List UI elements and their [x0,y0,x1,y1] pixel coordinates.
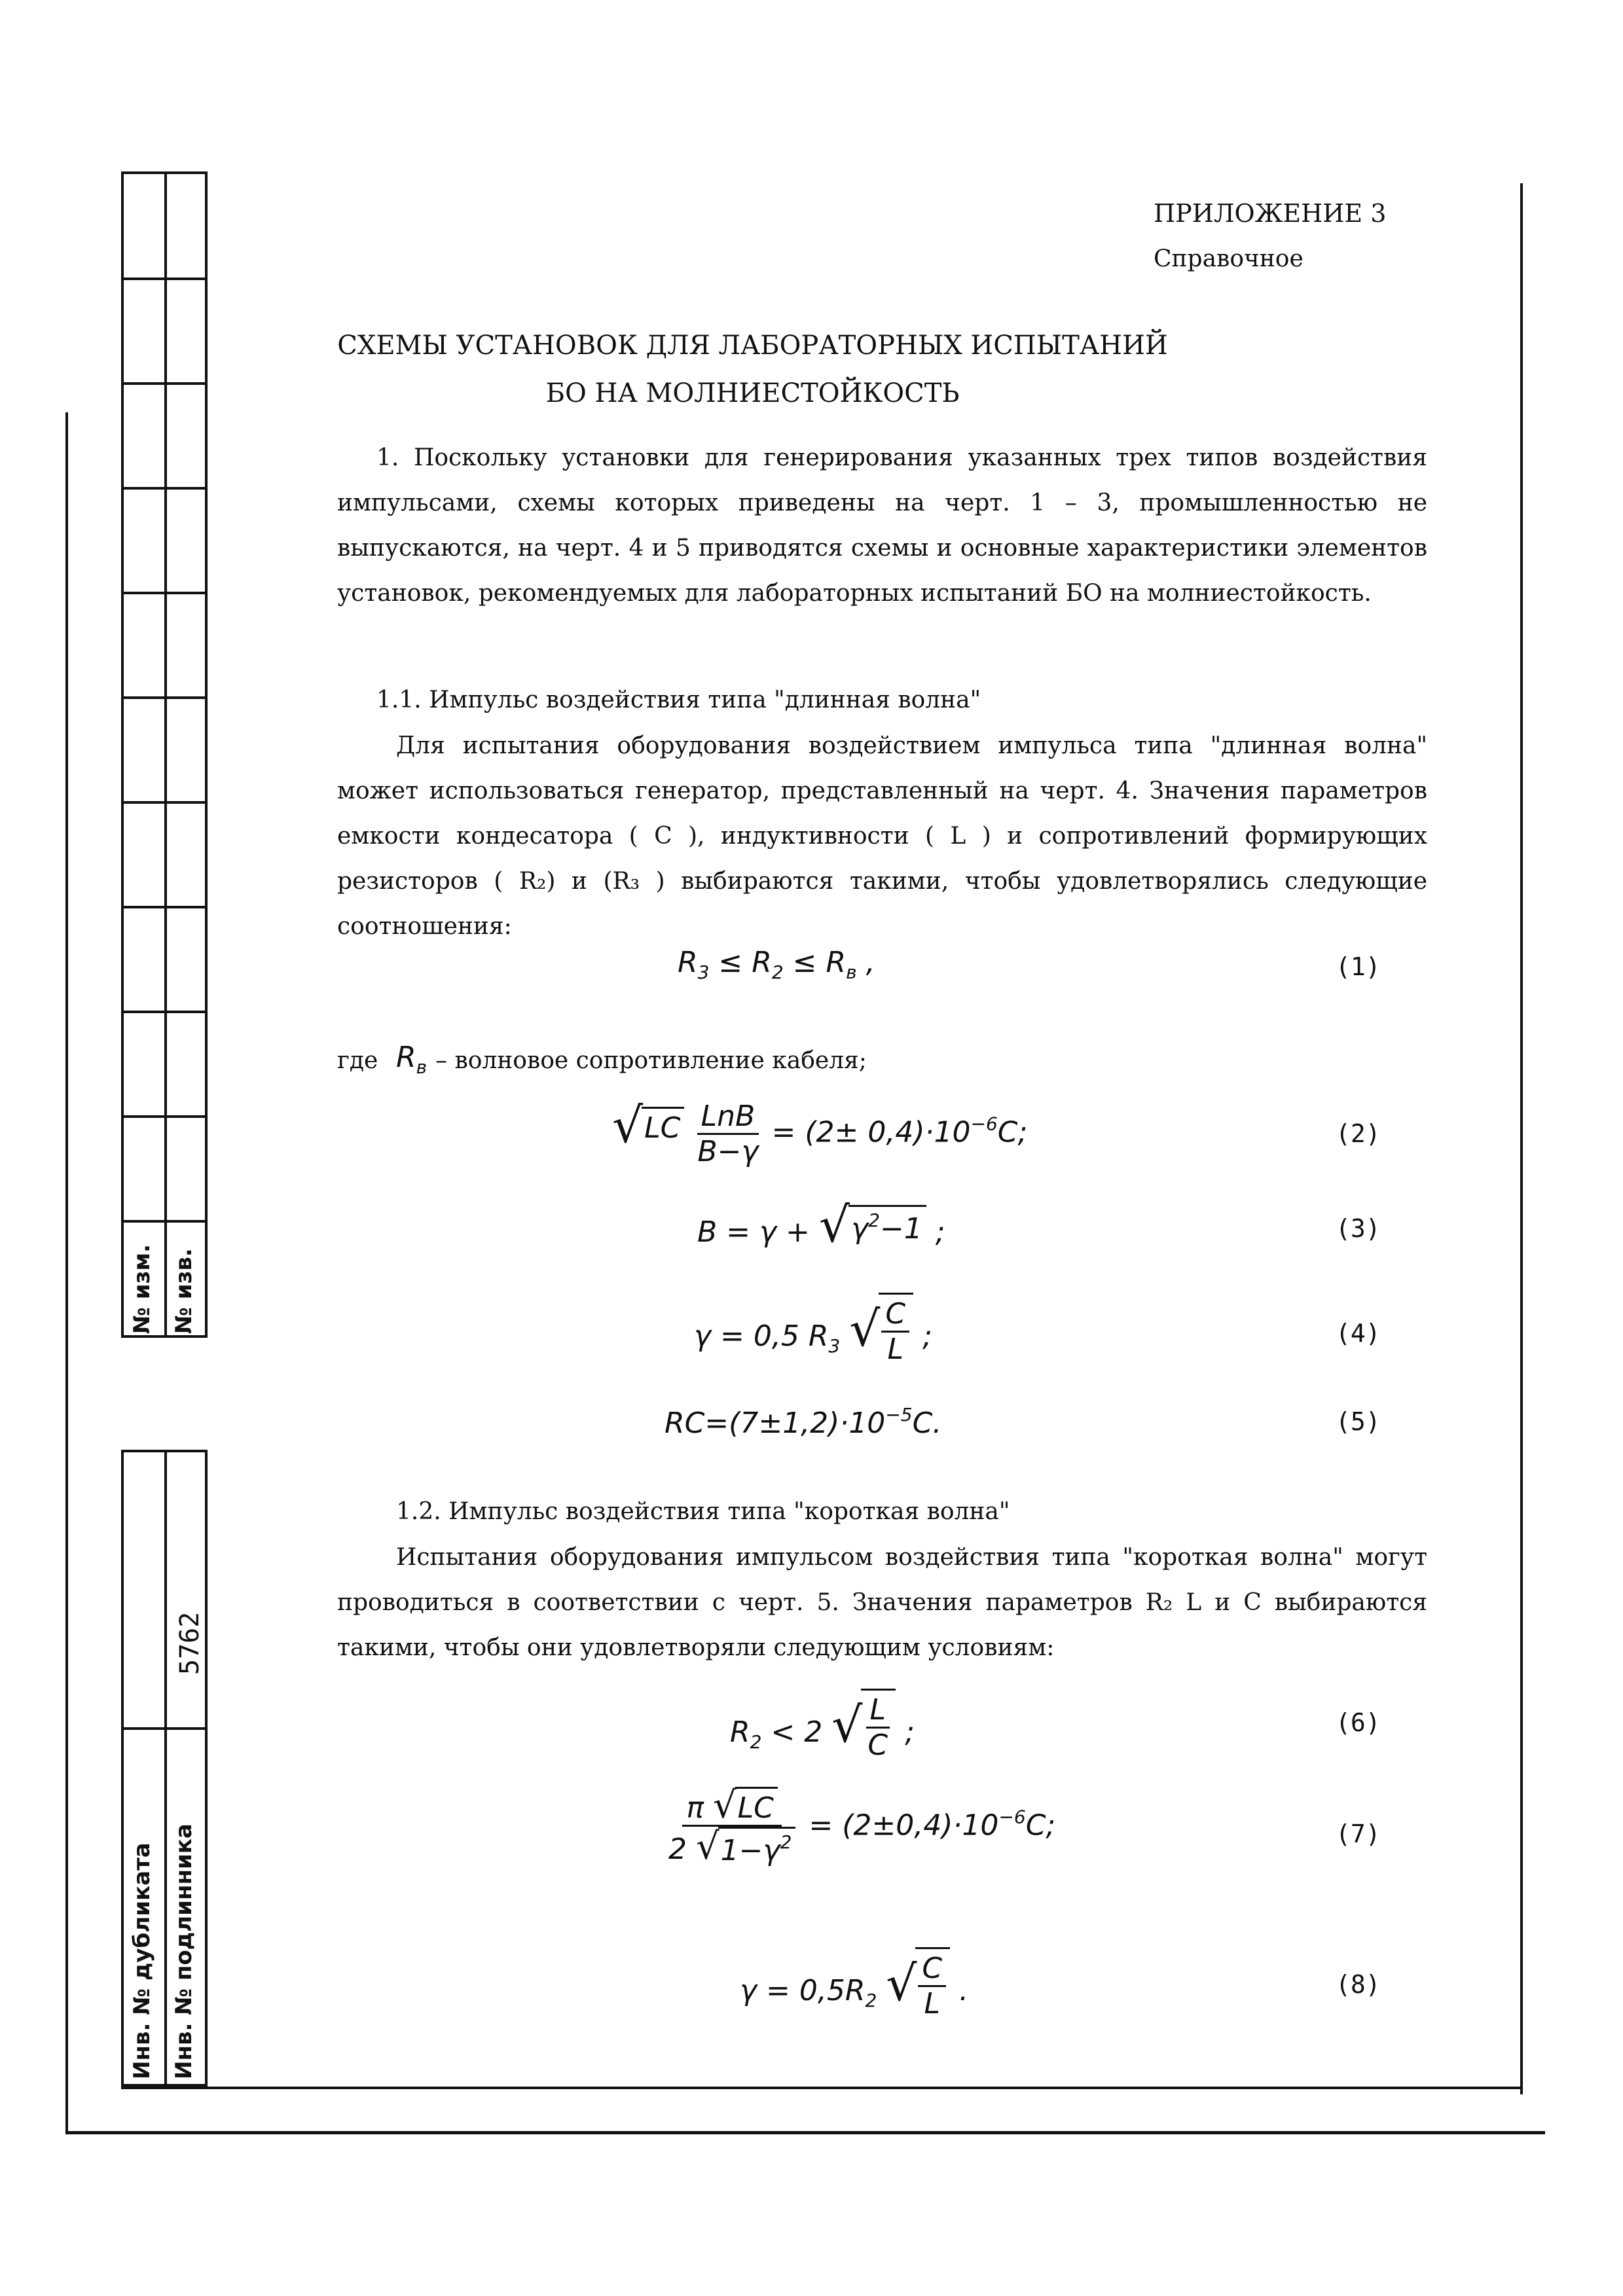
frame-right-line [1520,183,1523,2094]
stamp-label-izm: № изм. [129,1244,155,1334]
stamp-label-podlinnik: Инв. № подлинника [171,1823,197,2079]
equation-7: π √ LC 2 √ $1-\gamma^2$ = $(2\pm 0,4)\cdot 10^{-6}C$; [668,1784,1056,1868]
equation-1: $R_3 \le R_2 \le R_в$ , [678,946,875,983]
where-description: – волновое сопротивление кабеля; [435,1047,867,1074]
equation-5: $RC=(7\pm 1,2)\cdot 10^{-5}C$. [665,1404,942,1440]
appendix-label: ПРИЛОЖЕНИЕ 3 [1154,199,1387,228]
equation-number-2: (2) [1336,1119,1381,1148]
equation-number-1: (1) [1336,952,1381,981]
equation-number-6: (6) [1336,1708,1381,1737]
page-title-line2: БО НА МОЛНИЕСТОЙКОСТЬ [545,378,960,408]
equation-6: $R_2 < 2$ √ $\frac{L}{C}$ ; [730,1689,915,1762]
frame-inner-bottom-line [121,2087,1522,2089]
equation-number-7: (7) [1336,1820,1381,1848]
section-heading-1-2: 1.2. Импульс воздействия типа "короткая волна" [396,1498,1010,1525]
paragraph-1-2: Испытания оборудования импульсом воздействия типа "короткая волна" могут проводиться в соответствии с черт. 5. Значения параметров R₂ L и C выбираются такими, чтобы они удовлетворяли следующим условиям: [337,1544,1427,1661]
paragraph-1: 1. Поскольку установки для генерирования указанных трех типов воздействия импульсами, схемы которых приведены на черт. 1 – 3, промышленностью не выпускаются, на черт. 4 и 5 приводятся схемы и основные характеристики элементов установок, рекомендуемых для лабораторных испытаний БО на молниестойкость. [337,444,1427,607]
paragraph-1-1: Для испытания оборудования воздействием импульса типа "длинная волна" может использоваться генератор, представленный на черт. 4. Значения параметров емкости кондесатора ( C ), индуктивности ( L ) и сопротивлений формирующих резисторов ( R₂) и (R₃ ) выбираются такими, чтобы удовлетворялись следующие соотношения: [337,732,1427,940]
stamp-label-izv: № изв. [171,1248,197,1334]
frame-bottom-line [65,2131,1545,2134]
equation-8: $\gamma = 0,5R_2$ √ $\frac{C}{L}$ . [740,1947,968,2020]
stamp-inventory [121,1450,208,2087]
equation-number-3: (3) [1336,1214,1381,1243]
stamp-number: 5762 [175,1611,205,1675]
symbol-rv: $R_в$ [396,1041,428,1078]
where-label: где [337,1047,378,1074]
equation-number-5: (5) [1336,1407,1381,1436]
equation-number-8: (8) [1336,1970,1381,1999]
section-heading-1-1: 1.1. Импульс воздействия типа "длинная волна" [376,687,981,713]
equation-2: √ LC $\frac{\text{LnB}}{B-\gamma}$ = $(2\pm 0,4)\cdot 10^{-6}C$; [612,1097,1028,1168]
appendix-type: Справочное [1154,245,1304,272]
frame-left-line [65,412,68,2134]
equation-3: B = γ + √ $\gamma^2-1$ ; [697,1197,945,1253]
stamp-label-dublikat: Инв. № дубликата [129,1842,155,2079]
equation-number-4: (4) [1336,1319,1381,1348]
page-title-line1: СХЕМЫ УСТАНОВОК ДЛЯ ЛАБОРАТОРНЫХ ИСПЫТАНИЙ [337,331,1168,361]
equation-4: γ = 0,5 $R_3$ √ $\frac{C}{L}$ ; [694,1293,932,1366]
